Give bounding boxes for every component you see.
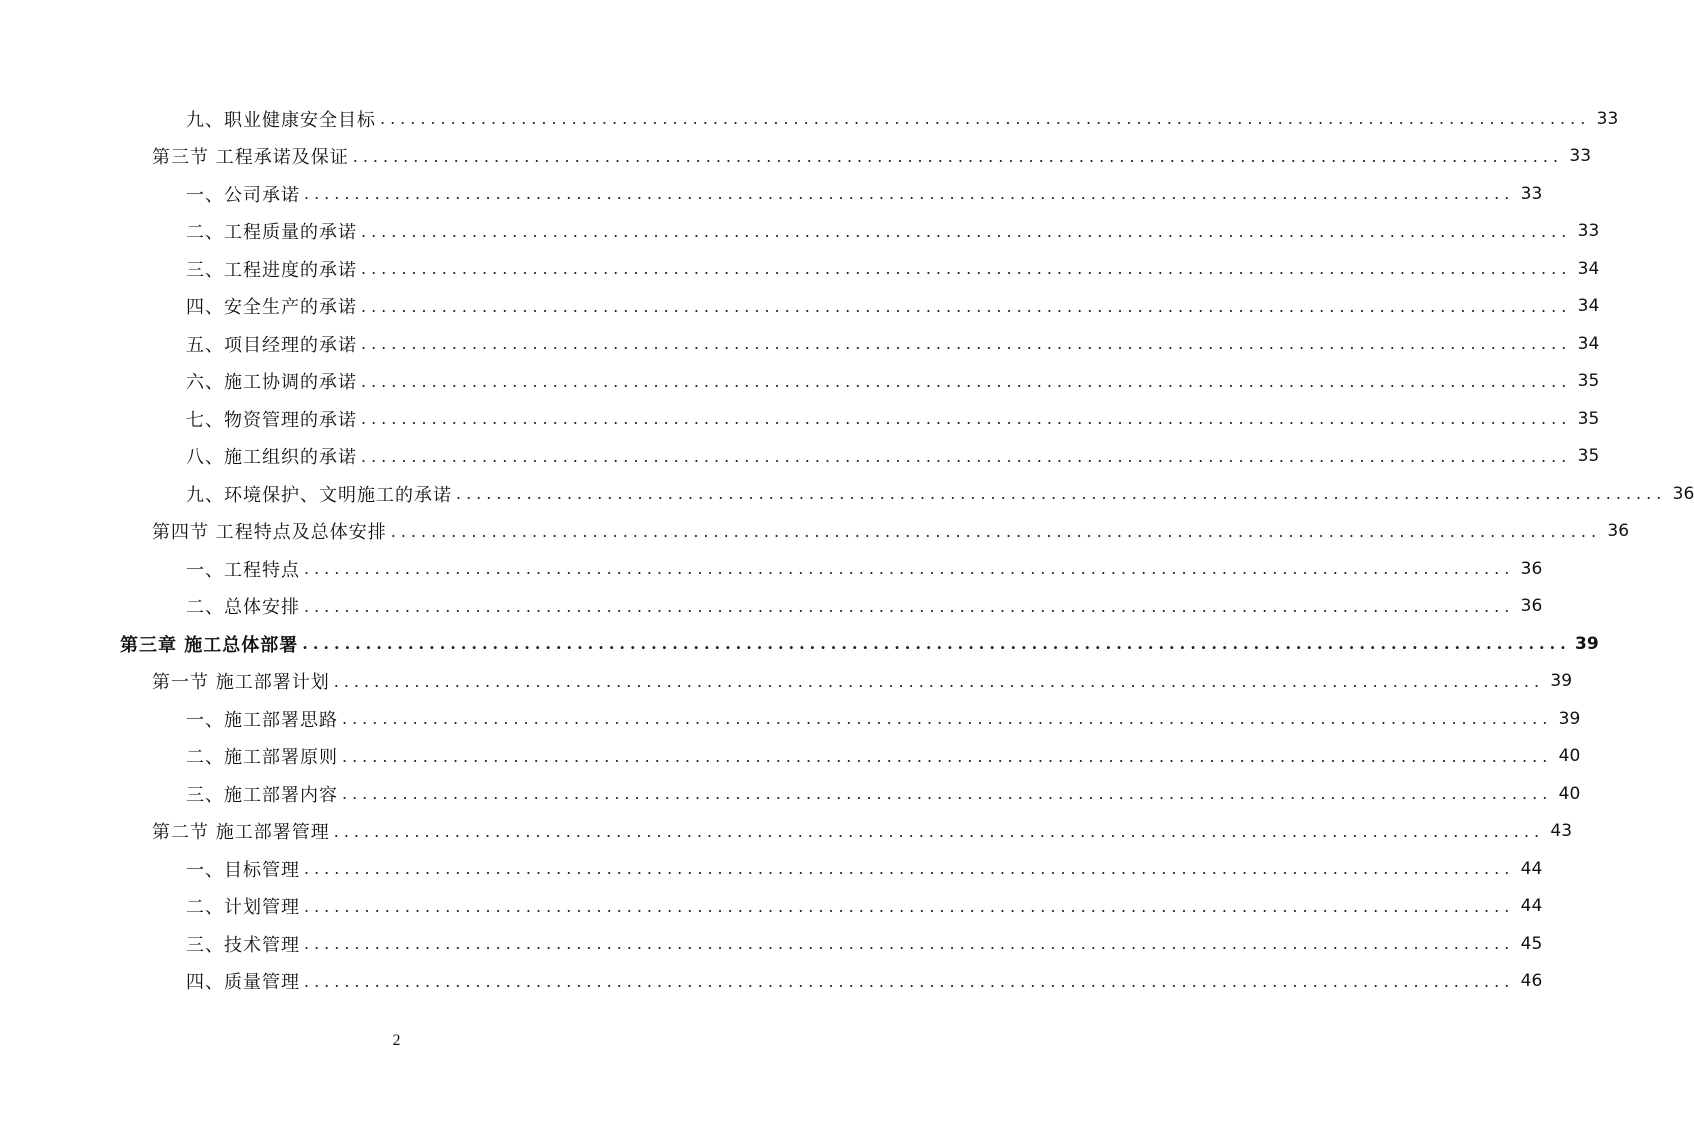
- toc-leader-dots: ........................................................................................................................: [304, 896, 1515, 916]
- toc-entry-page: 33: [1569, 146, 1592, 166]
- toc-entry-page: 33: [1577, 221, 1600, 241]
- toc-entry-page: 36: [1520, 596, 1543, 616]
- toc-entry-page: 40: [1558, 783, 1581, 804]
- toc-leader-dots: ........................................................................................................................: [456, 484, 1667, 503]
- toc-entry-page: 44: [1520, 858, 1543, 879]
- toc-entry-title: 八、施工组织的承诺: [186, 447, 357, 468]
- toc-entry-title: 一、公司承诺: [186, 184, 300, 206]
- toc-leader-dots: ........................................................................................................................: [342, 709, 1553, 728]
- toc-entry-title: 第二节 施工部署管理: [152, 822, 330, 843]
- toc-entry[interactable]: [186, 475, 1694, 512]
- toc-entry-page: 35: [1577, 371, 1600, 391]
- toc-entry-page: 34: [1577, 258, 1600, 279]
- toc-entry[interactable]: [186, 213, 1600, 250]
- toc-leader-dots: ........................................................................................................................: [361, 259, 1572, 278]
- toc-entry[interactable]: [186, 288, 1600, 325]
- toc-entry-page: 33: [1520, 183, 1543, 204]
- toc-entry[interactable]: [186, 588, 1543, 625]
- toc-entry-title: 三、技术管理: [186, 934, 300, 956]
- toc-entry-page: 36: [1672, 483, 1694, 504]
- toc-entry-page: 44: [1520, 896, 1543, 916]
- toc-leader-dots: ........................................................................................................................: [304, 559, 1515, 578]
- toc-leader-dots: ........................................................................................................................: [333, 671, 1545, 691]
- toc-entry[interactable]: [186, 700, 1581, 737]
- toc-entry-page: 39: [1550, 671, 1573, 691]
- toc-entry[interactable]: [186, 175, 1543, 212]
- toc-entry-title: 一、施工部署思路: [186, 709, 338, 731]
- toc-entry-title: 第三节 工程承诺及保证: [152, 147, 349, 168]
- toc-entry-page: 43: [1550, 821, 1573, 841]
- toc-entry-title: 九、环境保护、文明施工的承诺: [186, 484, 452, 506]
- toc-entry[interactable]: [186, 738, 1581, 775]
- toc-entry-title: 第四节 工程特点及总体安排: [152, 522, 387, 543]
- toc-leader-dots: ........................................................................................................................: [333, 821, 1545, 841]
- toc-leader-dots: ........................................................................................................................: [304, 859, 1515, 878]
- toc-entry-page: 45: [1520, 933, 1543, 954]
- toc-entry-title: 六、施工协调的承诺: [186, 372, 357, 393]
- toc-entry[interactable]: [120, 625, 1599, 662]
- toc-entry-title: 二、计划管理: [186, 897, 300, 918]
- toc-entry[interactable]: [152, 663, 1573, 700]
- page-number: 2: [392, 1032, 401, 1049]
- toc-leader-dots: ........................................................................................................................: [304, 596, 1515, 616]
- toc-entry[interactable]: [186, 400, 1600, 437]
- toc-entry[interactable]: [152, 513, 1630, 550]
- toc-leader-dots: ........................................................................................................................: [361, 221, 1572, 241]
- toc-entry[interactable]: [186, 438, 1600, 475]
- toc-entry-page: 36: [1520, 558, 1543, 579]
- toc-entry-title: 第一节 施工部署计划: [152, 672, 330, 693]
- toc-entry[interactable]: [186, 850, 1543, 887]
- toc-entry-page: 40: [1558, 746, 1581, 766]
- toc-leader-dots: ........................................................................................................................: [380, 109, 1591, 128]
- toc-leader-dots: ........................................................................................................................: [304, 971, 1515, 991]
- toc-entry-title: 二、总体安排: [186, 597, 300, 618]
- toc-entry-page: 35: [1577, 408, 1600, 429]
- toc-entry[interactable]: [186, 100, 1619, 137]
- toc-entry[interactable]: [186, 925, 1543, 962]
- toc-entry-page: 34: [1577, 333, 1600, 354]
- toc-entry[interactable]: [186, 550, 1543, 587]
- toc-entry[interactable]: [152, 813, 1573, 850]
- toc-entry-title: 三、施工部署内容: [186, 784, 338, 806]
- toc-entry-title: 九、职业健康安全目标: [186, 109, 376, 131]
- toc-leader-dots: ........................................................................................................................: [304, 184, 1515, 203]
- toc-entry[interactable]: [152, 138, 1592, 175]
- toc-entry-title: 二、施工部署原则: [186, 747, 338, 768]
- toc-entry-title: 二、工程质量的承诺: [186, 222, 357, 243]
- toc-leader-dots: ........................................................................................................................: [361, 371, 1572, 391]
- toc-entry[interactable]: [186, 775, 1581, 812]
- toc-entry-page: 39: [1575, 633, 1599, 654]
- toc-entry-title: 三、工程进度的承诺: [186, 259, 357, 281]
- toc-leader-dots: ........................................................................................................................: [304, 934, 1515, 953]
- toc-leader-dots: ........................................................................................................................: [390, 521, 1602, 541]
- toc-leader-dots: ........................................................................................................................: [361, 446, 1572, 466]
- toc-entry-page: 36: [1607, 521, 1630, 541]
- toc-entry-page: 33: [1596, 108, 1619, 129]
- toc-leader-dots: ........................................................................................................................: [361, 334, 1572, 353]
- toc-entry[interactable]: [186, 325, 1600, 362]
- toc-leader-dots: ........................................................................................................................: [342, 784, 1553, 803]
- toc-entry-title: 第三章 施工总体部署: [120, 634, 299, 656]
- toc-entry[interactable]: [186, 963, 1543, 1000]
- toc-leader-dots: ........................................................................................................................: [361, 409, 1572, 428]
- toc-leader-dots: ........................................................................................................................: [342, 746, 1553, 766]
- toc-entry-page: 46: [1520, 971, 1543, 991]
- toc-entry-page: 39: [1558, 708, 1581, 729]
- toc-entry-title: 一、目标管理: [186, 859, 300, 881]
- toc-entry-page: 34: [1577, 296, 1600, 316]
- toc-entry-title: 四、质量管理: [186, 972, 300, 993]
- toc-leader-dots: ........................................................................................................................: [352, 146, 1564, 166]
- toc-entry-title: 四、安全生产的承诺: [186, 297, 357, 318]
- toc-entry[interactable]: [186, 888, 1543, 925]
- toc-entry-page: 35: [1577, 446, 1600, 466]
- toc-leader-dots: ........................................................................................................................: [302, 634, 1571, 653]
- toc-entry-title: 五、项目经理的承诺: [186, 334, 357, 356]
- toc-entry[interactable]: [186, 363, 1600, 400]
- toc-entry-title: 七、物资管理的承诺: [186, 409, 357, 431]
- toc-leader-dots: ........................................................................................................................: [361, 296, 1572, 316]
- toc-entry-title: 一、工程特点: [186, 559, 300, 581]
- toc-entry[interactable]: [186, 250, 1600, 287]
